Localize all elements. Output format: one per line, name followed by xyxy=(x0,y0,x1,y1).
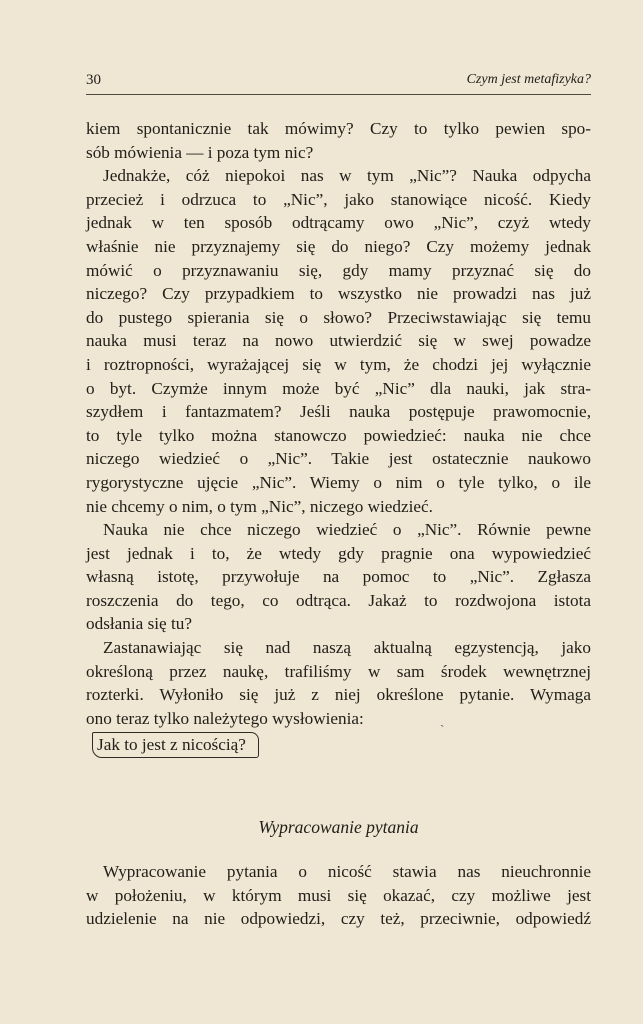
text-line: szydłem i fantazmatem? Jeśli nauka postępuje prawomocnie, xyxy=(86,402,591,422)
text-line: Jednakże, cóż niepokoi nas w tym „Nic”? Nauka odpycha xyxy=(103,166,591,186)
text-line: nie chcemy o nim, o tym „Nic”, niczego wiedzieć. xyxy=(86,496,433,516)
text-line: ono teraz tylko należytego wysłowienia: xyxy=(86,708,364,728)
text-line: niczego? Czy przypadkiem to wszystko nie prowadzi nas już xyxy=(86,284,591,304)
text-line: Wypracowanie pytania o nicość stawia nas nieuchronnie xyxy=(103,862,591,881)
section-text xyxy=(86,860,591,931)
text-line: roszczenia do tego, co odtrąca. Jakaż to rozdwojona istota xyxy=(86,590,591,610)
text-line: jest jednak i to, że wtedy gdy pragnie ona wypowiedzieć xyxy=(86,543,591,563)
page-header xyxy=(86,72,591,92)
text-line: udzielenie na nie odpowiedzi, czy też, przeciwnie, odpowiedź xyxy=(86,909,591,929)
text-line: kiem spontanicznie tak mówimy? Czy to tylko pewien spo- xyxy=(86,119,591,138)
header-rule xyxy=(86,94,591,95)
text-line: sób mówienia — i poza tym nic? xyxy=(86,142,314,162)
text-line: Zastanawiając się nad naszą aktualną egzystencją, jako xyxy=(103,638,591,658)
running-title: Czym jest metafizyka? xyxy=(466,72,591,87)
text-line: przecież i odrzuca to „Nic”, jako stanowiące nicość. Kiedy xyxy=(86,189,591,209)
answer-line xyxy=(86,732,591,760)
text-line: to tyle tylko można stanowczo powiedzieć: nauka nie chce xyxy=(86,425,591,445)
text-line: rozterki. Wyłoniło się już z niej określone pytanie. Wymaga xyxy=(86,685,591,705)
text-line: własną istotę, przywołuje na pomoc to „Nic”. Zgłasza xyxy=(86,567,591,587)
text-line: określoną przez naukę, trafiliśmy w sam środek wewnętrznej xyxy=(86,661,591,681)
boxed-question: Jak to jest z nicością? xyxy=(92,732,259,758)
page-number: 30 xyxy=(86,72,101,88)
text-line: właśnie nie przyznajemy się do niego? Czy możemy jednak xyxy=(86,236,591,256)
text-line: niczego wiedzieć o „Nic”. Takie jest ostatecznie naukowo xyxy=(86,449,591,469)
text-line: jednak w ten sposób odtrącamy owo „Nic”, czyż wtedy xyxy=(86,213,591,233)
text-line: odsłania się tu? xyxy=(86,614,192,634)
text-line: o byt. Czymże innym może być „Nic” dla nauki, jak stra- xyxy=(86,378,591,398)
text-line: do pustego spierania się o słowo? Przeciwstawiając się temu xyxy=(86,307,591,327)
text-line: i roztropności, wyrażającej się w tym, że chodzi jej wyłącznie xyxy=(86,354,591,374)
text-line: nauka musi teraz na nowo utwierdzić się w swej powadze xyxy=(86,331,591,351)
text-line: Nauka nie chce niczego wiedzieć o „Nic”. Równie pewne xyxy=(103,520,591,540)
text-line: mówić o przyznawaniu się, gdy mamy przyznać się do xyxy=(86,260,591,280)
pencil-mark: ˋ xyxy=(440,722,445,737)
text-line: w położeniu, w którym musi się okazać, czy możliwe jest xyxy=(86,885,591,905)
body-text xyxy=(86,117,591,760)
text-line: rygorystyczne ujęcie „Nic”. Wiemy o nim o tyle tylko, o ile xyxy=(86,472,591,492)
section-title: Wypracowanie pytania xyxy=(258,817,419,837)
